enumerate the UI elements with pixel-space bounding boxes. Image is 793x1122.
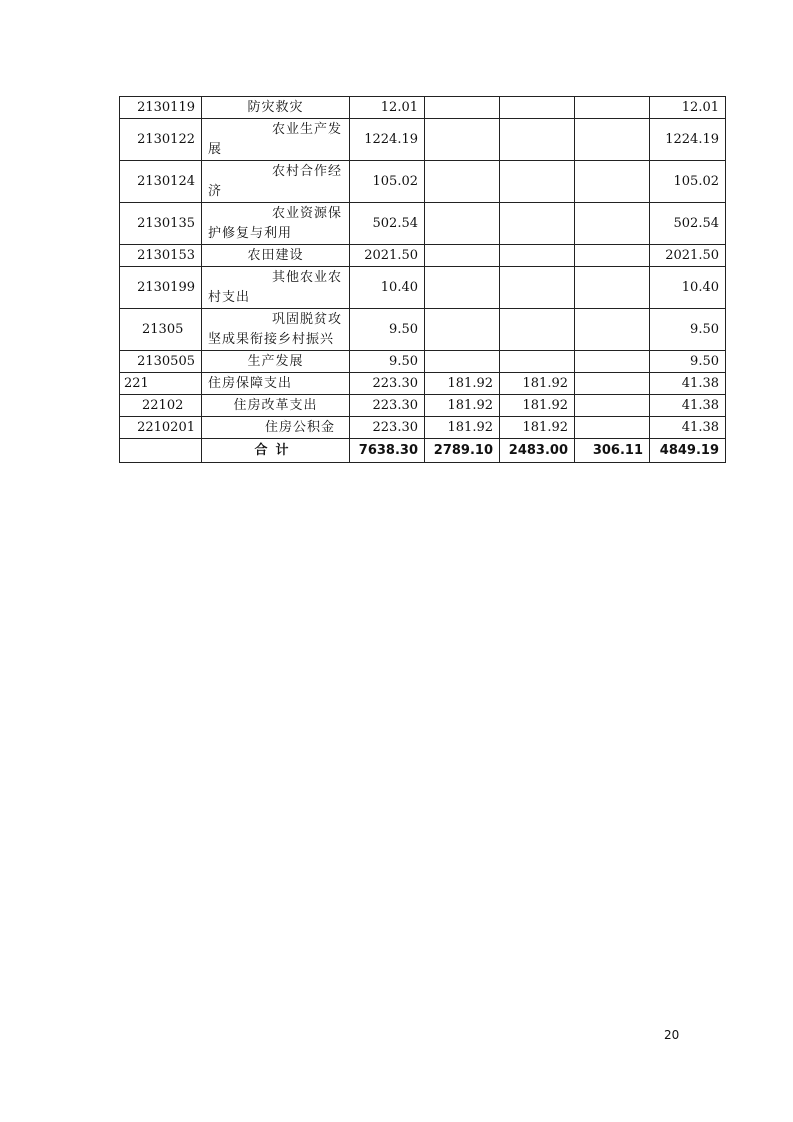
row-project: 41.38: [650, 395, 726, 417]
row-name-line2: 护修复与利用: [208, 225, 293, 241]
total-personnel: 2483.00: [500, 439, 575, 463]
row-name-line1: 巩固脱贫攻: [272, 311, 343, 327]
row-basic: [425, 97, 500, 119]
row-code: 22102: [120, 395, 202, 417]
total-label: 合计: [202, 439, 350, 463]
row-personnel: [500, 203, 575, 245]
row-total: 502.54: [350, 203, 425, 245]
row-basic: [425, 119, 500, 161]
row-code: 21305: [120, 309, 202, 351]
row-project: 2021.50: [650, 245, 726, 267]
table-row: [120, 395, 726, 417]
total-project: 4849.19: [650, 439, 726, 463]
row-code: 2130199: [120, 267, 202, 309]
row-personnel: [500, 267, 575, 309]
row-name: [202, 203, 350, 245]
row-basic: 181.92: [425, 395, 500, 417]
total-public: 306.11: [575, 439, 650, 463]
budget-table: [119, 96, 726, 463]
row-basic: [425, 267, 500, 309]
row-personnel: [500, 351, 575, 373]
row-public: [575, 161, 650, 203]
row-name: 农田建设: [202, 245, 350, 267]
row-code: 2130122: [120, 119, 202, 161]
table-row: [120, 97, 726, 119]
row-code: 2130124: [120, 161, 202, 203]
row-name: [202, 119, 350, 161]
table-row: [120, 351, 726, 373]
row-personnel: 181.92: [500, 395, 575, 417]
row-basic: [425, 351, 500, 373]
row-name: 住房保障支出: [202, 373, 350, 395]
row-public: [575, 395, 650, 417]
row-total: 9.50: [350, 351, 425, 373]
row-total: 223.30: [350, 395, 425, 417]
total-basic: 2789.10: [425, 439, 500, 463]
row-name-line1: 农业资源保: [272, 205, 343, 221]
row-code: 2130505: [120, 351, 202, 373]
row-public: [575, 245, 650, 267]
row-basic: [425, 203, 500, 245]
row-project: 502.54: [650, 203, 726, 245]
row-project: 10.40: [650, 267, 726, 309]
row-code: 221: [120, 373, 202, 395]
row-name: [202, 309, 350, 351]
row-basic: 181.92: [425, 417, 500, 439]
row-name-line2: 坚成果衔接乡村振兴: [208, 331, 335, 347]
table-row: [120, 245, 726, 267]
table-row: [120, 203, 726, 245]
page-number: 20: [664, 1028, 680, 1042]
row-name-line2: 济: [208, 183, 223, 199]
table-row: [120, 119, 726, 161]
row-name: [202, 267, 350, 309]
table-row: [120, 373, 726, 395]
row-total: 1224.19: [350, 119, 425, 161]
row-name-line2: 村支出: [208, 289, 251, 305]
row-personnel: 181.92: [500, 373, 575, 395]
total-total: 7638.30: [350, 439, 425, 463]
total-row: [120, 439, 726, 463]
row-project: 1224.19: [650, 119, 726, 161]
row-public: [575, 203, 650, 245]
row-basic: [425, 161, 500, 203]
row-public: [575, 373, 650, 395]
table-row: [120, 417, 726, 439]
table-row: [120, 161, 726, 203]
row-basic: [425, 309, 500, 351]
row-code: 2210201: [120, 417, 202, 439]
row-code: 2130153: [120, 245, 202, 267]
row-total: 12.01: [350, 97, 425, 119]
row-name: [202, 161, 350, 203]
row-public: [575, 309, 650, 351]
row-name-line2: 展: [208, 141, 223, 157]
row-project: 9.50: [650, 309, 726, 351]
row-public: [575, 119, 650, 161]
row-public: [575, 351, 650, 373]
row-project: 41.38: [650, 417, 726, 439]
row-personnel: [500, 119, 575, 161]
row-total: 105.02: [350, 161, 425, 203]
row-total: 223.30: [350, 373, 425, 395]
row-personnel: [500, 161, 575, 203]
row-basic: [425, 245, 500, 267]
row-code: 2130135: [120, 203, 202, 245]
row-public: [575, 97, 650, 119]
row-total: 2021.50: [350, 245, 425, 267]
row-name: 住房改革支出: [202, 395, 350, 417]
row-project: 41.38: [650, 373, 726, 395]
row-name-line1: 农村合作经: [272, 163, 343, 179]
row-project: 9.50: [650, 351, 726, 373]
row-name-line1: 其他农业农: [272, 269, 343, 285]
row-total: 9.50: [350, 309, 425, 351]
row-public: [575, 267, 650, 309]
row-personnel: [500, 309, 575, 351]
row-personnel: [500, 97, 575, 119]
table-row: [120, 309, 726, 351]
row-name: 生产发展: [202, 351, 350, 373]
row-total: 10.40: [350, 267, 425, 309]
row-basic: 181.92: [425, 373, 500, 395]
row-project: 105.02: [650, 161, 726, 203]
table-row: [120, 267, 726, 309]
row-personnel: 181.92: [500, 417, 575, 439]
total-code-cell: [120, 439, 202, 463]
row-project: 12.01: [650, 97, 726, 119]
row-personnel: [500, 245, 575, 267]
row-public: [575, 417, 650, 439]
row-name: 住房公积金: [202, 417, 350, 439]
row-name: 防灾救灾: [202, 97, 350, 119]
row-total: 223.30: [350, 417, 425, 439]
row-name-line1: 农业生产发: [272, 121, 343, 137]
row-code: 2130119: [120, 97, 202, 119]
